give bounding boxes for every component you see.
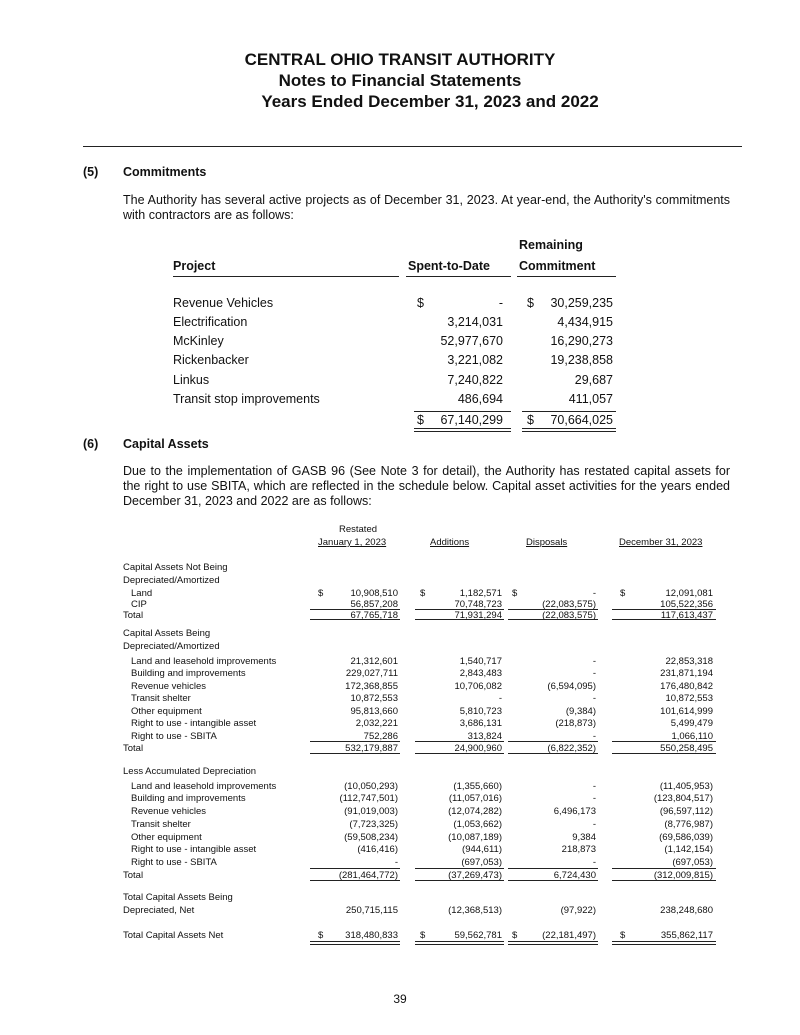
sec2-row-label: Land and leasehold improvements xyxy=(131,656,277,667)
col-additions: Additions xyxy=(430,537,470,548)
commit-row-project: Transit stop improvements xyxy=(173,392,320,406)
sec3-row-d: (697,053) xyxy=(672,857,713,868)
hdr-spent-underline xyxy=(406,276,511,277)
sec2-row-a: 229,027,711 xyxy=(345,668,398,679)
sec2-row-b: - xyxy=(498,693,502,704)
section-5-title: Commitments xyxy=(123,165,207,179)
sec2-row-label: Right to use - SBITA xyxy=(131,731,217,742)
sec3-subtotal-rule xyxy=(310,868,400,869)
sec2-row-a: 172,368,855 xyxy=(345,681,398,692)
sec2-total-c: (6,822,352) xyxy=(547,743,596,754)
sec3-row-c: 9,384 xyxy=(572,832,596,843)
sec1-row-cip-c: (22,083,575) xyxy=(542,599,596,610)
sec3-subtotal-rule xyxy=(415,868,504,869)
sec3-total-rule xyxy=(612,880,716,881)
sec2-row-b: 2,843,483 xyxy=(459,668,502,679)
grand-total-a: 318,480,833 xyxy=(345,930,398,941)
sec2-row-c: - xyxy=(592,656,596,667)
sec3-row-label: Other equipment xyxy=(131,832,202,843)
grand-total-b: 59,562,781 xyxy=(454,930,502,941)
header-line-3: Years Ended December 31, 2023 and 2022 xyxy=(261,92,599,111)
commit-row-spent: 3,214,031 xyxy=(447,315,503,329)
sec3-row-label: Right to use - intangible asset xyxy=(131,844,257,855)
sec1-row-cip-label: CIP xyxy=(131,599,147,610)
sec1-total-rule xyxy=(310,619,400,620)
sec2-row-a: 752,286 xyxy=(363,731,398,742)
grand-total-dollar: $ xyxy=(318,930,324,941)
sec3-row-a: - xyxy=(394,857,398,868)
grand-total-dollar: $ xyxy=(420,930,426,941)
sec2-row-a: 2,032,221 xyxy=(355,718,398,729)
sec1-total-a: 67,765,718 xyxy=(350,610,398,621)
sec3-row-c: - xyxy=(592,793,596,804)
sec3-heading: Less Accumulated Depreciation xyxy=(123,766,257,777)
sec3-total-d: (312,009,815) xyxy=(653,870,713,881)
sec3-subtotal-rule xyxy=(508,868,598,869)
sec1-total-rule xyxy=(508,619,598,620)
sec3-row-b: (1,355,660) xyxy=(453,781,502,792)
sec2-heading-1: Capital Assets Being xyxy=(123,628,211,639)
sec3-row-a: (91,019,003) xyxy=(344,806,398,817)
grand-total-rule xyxy=(310,941,400,945)
net-heading-2: Depreciated, Net xyxy=(123,905,195,916)
sec3-row-c: 6,496,173 xyxy=(553,806,596,817)
sec1-subtotal-rule xyxy=(508,609,598,610)
sec1-heading-1: Capital Assets Not Being xyxy=(123,562,228,573)
sec2-row-d: 101,614,999 xyxy=(660,706,713,717)
commit-row-spent: - xyxy=(498,296,503,310)
commit-row-project: Revenue Vehicles xyxy=(173,296,274,310)
sec2-row-a: 95,813,660 xyxy=(350,706,398,717)
sec1-row-land-dollar: $ xyxy=(318,588,324,599)
sec2-total-rule xyxy=(310,753,400,754)
sec1-row-cip-b: 70,748,723 xyxy=(454,599,502,610)
grand-total-c: (22,181,497) xyxy=(542,930,596,941)
commit-row-spent: 3,221,082 xyxy=(447,353,503,367)
sec3-row-b: (697,053) xyxy=(461,857,502,868)
sec1-subtotal-rule xyxy=(415,609,504,610)
commit-total-dblline-remaining xyxy=(522,428,616,432)
grand-total-rule xyxy=(508,941,598,945)
sec2-row-c: - xyxy=(592,693,596,704)
sec2-row-c: - xyxy=(592,731,596,742)
sec2-row-b: 1,540,717 xyxy=(459,656,502,667)
sec3-total-c: 6,724,430 xyxy=(553,870,596,881)
sec3-total-b: (37,269,473) xyxy=(448,870,502,881)
sec3-subtotal-rule xyxy=(612,868,716,869)
header-line-1: CENTRAL OHIO TRANSIT AUTHORITY xyxy=(244,50,556,69)
grand-total-dollar: $ xyxy=(512,930,518,941)
sec1-row-land-label: Land xyxy=(131,588,153,599)
sec1-total-label: Total xyxy=(123,610,144,621)
sec3-row-b: (11,057,016) xyxy=(448,793,502,804)
sec2-subtotal-rule xyxy=(310,741,400,742)
commit-row-project: McKinley xyxy=(173,334,224,348)
sec2-row-b: 5,810,723 xyxy=(459,706,502,717)
sec2-row-label: Right to use - intangible asset xyxy=(131,718,257,729)
sec2-heading-2: Depreciated/Amortized xyxy=(123,641,220,652)
sec2-total-label: Total xyxy=(123,743,144,754)
sec1-row-land-dollar: $ xyxy=(512,588,518,599)
commit-row-remaining: 411,057 xyxy=(568,392,613,406)
sec1-subtotal-rule xyxy=(310,609,400,610)
commit-total-line-remaining xyxy=(522,411,616,412)
page-number: 39 xyxy=(393,992,407,1006)
col-disposals: Disposals xyxy=(526,537,568,548)
sec3-row-d: (1,142,154) xyxy=(664,844,713,855)
commit-row-remaining: 29,687 xyxy=(574,373,613,387)
header-rule xyxy=(83,146,742,147)
sec2-row-b: 313,824 xyxy=(467,731,502,742)
commit-row-remaining: 16,290,273 xyxy=(550,334,613,348)
sec2-row-b: 10,706,082 xyxy=(454,681,502,692)
sec3-row-c: 218,873 xyxy=(561,844,596,855)
grand-total-d: 355,862,117 xyxy=(660,930,713,941)
sec3-total-rule xyxy=(508,880,598,881)
sec3-row-d: (123,804,517) xyxy=(653,793,713,804)
grand-total-label: Total Capital Assets Net xyxy=(123,930,224,941)
commit-total-spent: 67,140,299 xyxy=(440,413,503,427)
grand-total-rule xyxy=(415,941,504,945)
sec2-row-d: 5,499,479 xyxy=(670,718,713,729)
sec2-row-label: Other equipment xyxy=(131,706,202,717)
commit-row-spent: 7,240,822 xyxy=(447,373,503,387)
sec3-row-b: (12,074,282) xyxy=(448,806,502,817)
sec1-row-cip-d: 105,522,356 xyxy=(660,599,713,610)
sec1-row-cip-a: 56,857,208 xyxy=(350,599,398,610)
section-5-number: (5) xyxy=(83,165,99,179)
sec3-row-a: (416,416) xyxy=(357,844,398,855)
sec3-total-label: Total xyxy=(123,870,144,881)
sec2-row-label: Revenue vehicles xyxy=(131,681,206,692)
sec3-row-d: (69,586,039) xyxy=(659,832,713,843)
sec3-total-a: (281,464,772) xyxy=(338,870,398,881)
sec1-row-land-b: 1,182,571 xyxy=(459,588,502,599)
net-row-d: 238,248,680 xyxy=(660,905,713,916)
commitments-paragraph: The Authority has several active projects as of December 31, 2023. At year-end, the Authority's commitments with contractors are as follows: xyxy=(123,193,730,222)
hdr-remaining-underline xyxy=(517,276,616,277)
sec3-total-rule xyxy=(310,880,400,881)
commit-row-project: Electrification xyxy=(173,315,248,329)
sec1-total-b: 71,931,294 xyxy=(454,610,502,621)
sec1-row-land-a: 10,908,510 xyxy=(350,588,398,599)
sec2-row-d: 176,480,842 xyxy=(660,681,713,692)
sec2-row-d: 22,853,318 xyxy=(665,656,713,667)
hdr-remaining-1: Remaining xyxy=(519,238,583,252)
sec1-row-land-dollar: $ xyxy=(420,588,426,599)
sec3-row-label: Land and leasehold improvements xyxy=(131,781,277,792)
sec3-row-b: (1,053,662) xyxy=(453,819,502,830)
grand-total-dollar: $ xyxy=(620,930,626,941)
sec3-row-d: (11,405,953) xyxy=(659,781,713,792)
sec2-row-d: 1,066,110 xyxy=(671,731,713,742)
commit-row-project: Linkus xyxy=(173,373,210,387)
commit-row-remaining: 4,434,915 xyxy=(557,315,613,329)
net-row-c: (97,922) xyxy=(560,905,596,916)
sec2-total-rule xyxy=(415,753,504,754)
sec1-total-rule xyxy=(612,619,716,620)
sec1-subtotal-rule xyxy=(612,609,716,610)
commit-row-remaining: 30,259,235 xyxy=(550,296,613,310)
sec2-total-d: 550,258,495 xyxy=(660,743,713,754)
sec3-row-c: - xyxy=(592,857,596,868)
sec2-row-a: 10,872,553 xyxy=(350,693,398,704)
sec1-total-c: (22,083,575) xyxy=(542,610,596,621)
commit-total-spent-dollar: $ xyxy=(417,413,424,427)
sec3-row-a: (10,050,293) xyxy=(344,781,398,792)
sec2-total-b: 24,900,960 xyxy=(454,743,502,754)
sec2-total-rule xyxy=(612,753,716,754)
net-heading-1: Total Capital Assets Being xyxy=(123,892,233,903)
section-6-title: Capital Assets xyxy=(123,437,209,451)
hdr-project-underline xyxy=(173,276,399,277)
sec1-total-d: 117,613,437 xyxy=(660,610,713,621)
sec3-total-rule xyxy=(415,880,504,881)
grand-total-rule xyxy=(612,941,716,945)
sec2-row-b: 3,686,131 xyxy=(459,718,502,729)
header-line-2: Notes to Financial Statements xyxy=(278,71,522,90)
sec3-row-c: - xyxy=(592,819,596,830)
sec2-row-d: 10,872,553 xyxy=(665,693,713,704)
net-row-b: (12,368,513) xyxy=(448,905,502,916)
sec1-row-land-c: - xyxy=(592,588,596,599)
sec1-row-land-dollar: $ xyxy=(620,588,626,599)
sec2-row-a: 21,312,601 xyxy=(350,656,398,667)
sec3-row-label: Building and improvements xyxy=(131,793,246,804)
commit-row-spent-dollar: $ xyxy=(417,296,424,310)
sec2-row-c: (9,384) xyxy=(565,706,596,717)
capital-paragraph: Due to the implementation of GASB 96 (See Note 3 for detail), the Authority has restated capital assets for the right to use SBITA, which are reflected in the schedule below. Capital asset activities for the years ended December 31, 2023 and 2022 are as follows: xyxy=(123,464,730,508)
sec3-row-a: (7,723,325) xyxy=(349,819,398,830)
sec3-row-label: Right to use - SBITA xyxy=(131,857,217,868)
sec2-subtotal-rule xyxy=(612,741,716,742)
commit-total-line-spent xyxy=(414,411,511,412)
col-december: December 31, 2023 xyxy=(619,537,703,548)
commit-total-remaining: 70,664,025 xyxy=(550,413,613,427)
commit-row-remaining-dollar: $ xyxy=(527,296,534,310)
col-restated-1: Restated xyxy=(338,524,378,535)
sec3-row-a: (112,747,501) xyxy=(339,793,398,804)
sec2-row-d: 231,871,194 xyxy=(660,668,713,679)
commit-total-dblline-spent xyxy=(414,428,511,432)
sec2-total-a: 532,179,887 xyxy=(345,743,398,754)
hdr-remaining-2: Commitment xyxy=(519,259,596,273)
commit-row-spent: 52,977,670 xyxy=(440,334,503,348)
sec2-row-c: (218,873) xyxy=(555,718,596,729)
commit-row-remaining: 19,238,858 xyxy=(550,353,613,367)
hdr-spent: Spent-to-Date xyxy=(408,259,490,273)
section-6-number: (6) xyxy=(83,437,99,451)
sec1-row-land-d: 12,091,081 xyxy=(665,588,713,599)
commit-row-spent: 486,694 xyxy=(457,392,503,406)
sec3-row-c: - xyxy=(592,781,596,792)
sec1-heading-2: Depreciated/Amortized xyxy=(123,575,220,586)
sec2-row-c: - xyxy=(592,668,596,679)
net-row-a: 250,715,115 xyxy=(345,905,398,916)
sec3-row-a: (59,508,234) xyxy=(344,832,398,843)
sec3-row-b: (944,611) xyxy=(462,844,502,855)
sec2-subtotal-rule xyxy=(508,741,598,742)
commit-total-remaining-dollar: $ xyxy=(527,413,534,427)
sec2-total-rule xyxy=(508,753,598,754)
sec3-row-d: (8,776,987) xyxy=(664,819,713,830)
sec3-row-label: Transit shelter xyxy=(131,819,191,830)
col-restated-2: January 1, 2023 xyxy=(318,537,387,548)
sec2-row-label: Building and improvements xyxy=(131,668,246,679)
sec1-total-rule xyxy=(415,619,504,620)
sec3-row-d: (96,597,112) xyxy=(659,806,713,817)
hdr-project: Project xyxy=(173,259,216,273)
sec3-row-b: (10,087,189) xyxy=(448,832,502,843)
commit-row-project: Rickenbacker xyxy=(173,353,249,367)
sec3-row-label: Revenue vehicles xyxy=(131,806,206,817)
sec2-row-c: (6,594,095) xyxy=(547,681,596,692)
sec2-row-label: Transit shelter xyxy=(131,693,191,704)
sec2-subtotal-rule xyxy=(415,741,504,742)
